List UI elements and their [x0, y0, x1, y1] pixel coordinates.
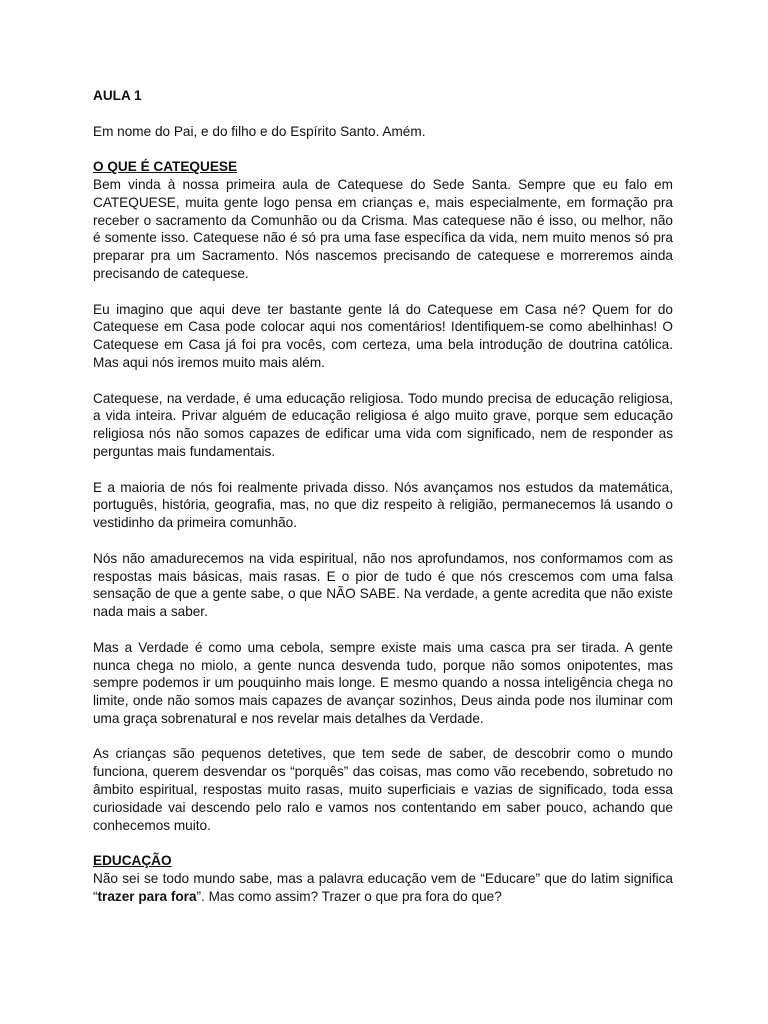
paragraph: Catequese, na verdade, é uma educação religiosa. Todo mundo precisa de educação religiosa, a vida inteira. Privar alguém de educação religiosa é algo muito grave, porque sem educação religiosa nós não somos capazes de edificar uma vida com significado, nem de responder as perguntas mais fundamentais.: [93, 390, 673, 459]
paragraph: E a maioria de nós foi realmente privada disso. Nós avançamos nos estudos da matemática, português, história, geografia, mas, no que diz respeito à religião, permanecemos lá usando o vestidinho da primeira comunhão.: [93, 479, 673, 531]
document-title: AULA 1: [93, 88, 142, 103]
paragraph-text-end: ”. Mas como assim? Trazer o que pra fora do que?: [196, 888, 502, 904]
paragraph: Mas a Verdade é como uma cebola, sempre existe mais uma casca pra ser tirada. A gente nunca chega no miolo, a gente nunca desvenda tudo, porque não somos onipotentes, mas sempre podemos ir um pouquinho mais longe. E mesmo quando a nossa inteligência chega no limite, onde não somos mais capazes de avançar sozinhos, Deus ainda pode nos iluminar com uma graça sobrenatural e nos revelar mais detalhes da Verdade.: [93, 639, 673, 726]
opening-line: Em nome do Pai, e do filho e do Espírito Santo. Amém.: [93, 123, 426, 139]
section-heading-catequese: O QUE É CATEQUESE: [93, 159, 238, 175]
paragraph: As crianças são pequenos detetives, que tem sede de saber, de descobrir como o mundo funciona, querem desvendar os “porquês” das coisas, mas como vão recebendo, sobretudo no âmbito espiritual, respostas muito rasas, muito superficiais e vazias de significado, toda essa curiosidade vai descendo pelo ralo e vamos nos contentando em saber pouco, achando que conhecemos muito.: [93, 746, 673, 833]
paragraph-text-bold: trazer para fora: [97, 888, 197, 904]
document-page: [93, 87, 673, 906]
paragraph-text-start: Não sei se todo mundo sabe, mas a palavra educação vem de “Educare” que do latim significa “: [93, 871, 673, 904]
section-heading-educacao: EDUCAÇÃO: [93, 853, 172, 869]
paragraph: Nós não amadurecemos na vida espiritual, não nos aprofundamos, nos conformamos com as respostas mais básicas, mais rasas. E o pior de tudo é que nós crescemos com uma falsa sensação de que a gente sabe, o que NÃO SABE. Na verdade, a gente acredita que não existe nada mais a saber.: [93, 550, 673, 620]
paragraph-educacao: [93, 870, 673, 906]
paragraph: Eu imagino que aqui deve ter bastante gente lá do Catequese em Casa né? Quem for do Catequese em Casa pode colocar aqui nos comentários! Identifiquem-se como abelhinhas! O Catequese em Casa já foi pra vocês, com certeza, uma bela introdução de doutrina católica. Mas aqui nós iremos muito mais além.: [93, 301, 673, 370]
paragraph: Bem vinda à nossa primeira aula de Catequese do Sede Santa. Sempre que eu falo em CATEQUESE, muita gente logo pensa em crianças e, mais especialmente, em formação pra receber o sacramento da Comunhão ou da Crisma. Mas catequese não é isso, ou melhor, não é somente isso. Catequese não é só pra uma fase específica da vida, nem muito menos só pra preparar pra um Sacramento. Nós nascemos precisando de catequese e morreremos ainda precisando de catequese.: [93, 176, 673, 281]
